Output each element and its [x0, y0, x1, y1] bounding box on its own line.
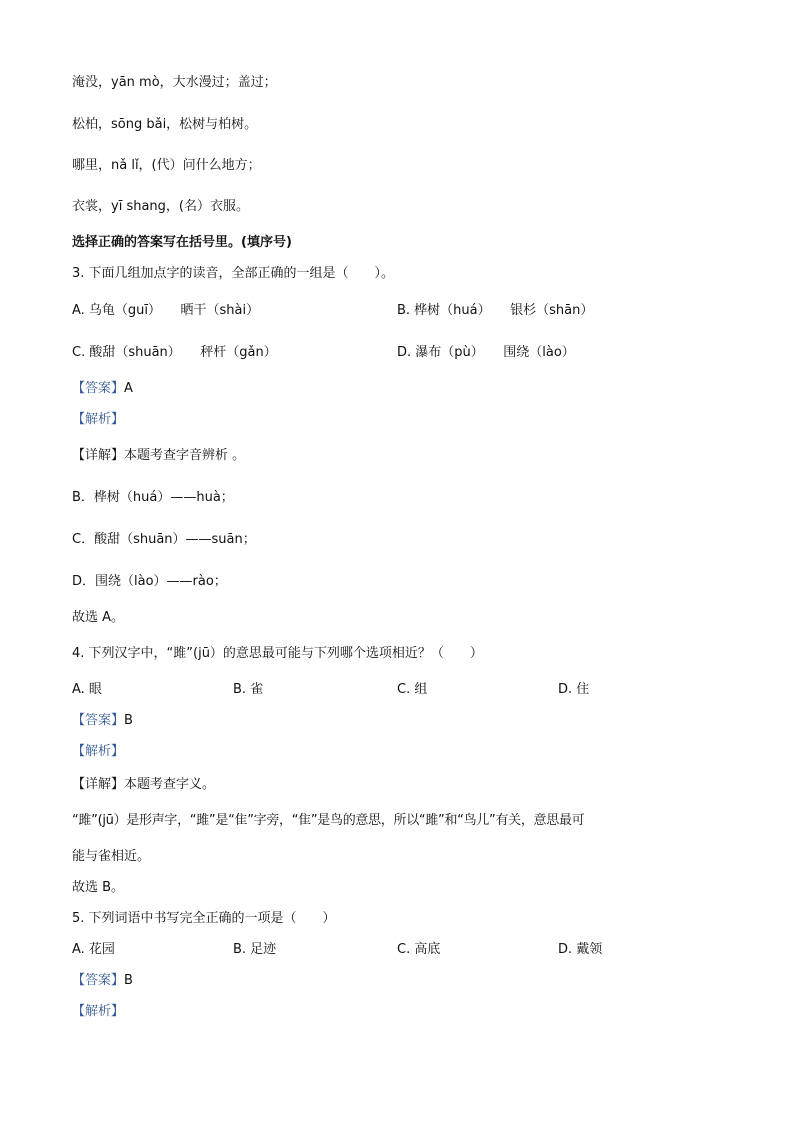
q4-option-a: A. 眼 [72, 682, 102, 697]
q5-question: 5. 下列词语中书写完全正确的一项是（ ） [72, 911, 336, 926]
q4-answer [72, 712, 133, 730]
q3-line-b: B．桦树（huá）——huà； [72, 490, 234, 505]
answer-tag: 【答案】 [72, 713, 125, 728]
q3-option-a: A. 乌龟（guī） 晒干（shài） [72, 303, 260, 318]
q5-analysis-tag: 【解析】 [72, 1004, 125, 1019]
answer-value: A [124, 381, 133, 396]
q4-question: 4. 下列汉字中，“雎”(jū）的意思最可能与下列哪个选项相近？（ ） [72, 646, 483, 661]
answer-tag: 【答案】 [72, 381, 125, 396]
q4-analysis-tag: 【解析】 [72, 744, 125, 759]
q5-option-a: A. 花园 [72, 942, 115, 957]
q4-explain-1: “雎”(jū）是形声字，“雎”是“隹”字旁，“隹”是鸟的意思，所以“雎”和“鸟儿”有关，意思最可 [72, 813, 585, 828]
q5-option-d: D. 戴领 [558, 942, 603, 957]
q3-analysis-tag: 【解析】 [72, 412, 125, 427]
section-heading: 选择正确的答案写在括号里。(填序号) [72, 235, 292, 250]
detail-text: 本题考查字义。 [124, 777, 216, 792]
q3-option-b: B. 桦树（huá） 银杉（shān） [397, 303, 594, 318]
vocab-line-4: 衣裳，yī shang，(名）衣服。 [72, 199, 249, 214]
q3-question: 3. 下面几组加点字的读音，全部正确的一组是（ ）。 [72, 266, 395, 281]
q4-conclusion: 故选 B。 [72, 880, 125, 895]
q3-answer [72, 380, 133, 398]
q4-explain-2: 能与雀相近。 [72, 849, 151, 864]
q3-detail [72, 447, 245, 465]
q3-conclusion: 故选 A。 [72, 610, 125, 625]
q4-option-c: C. 组 [397, 682, 428, 697]
answer-value: B [124, 973, 133, 988]
answer-value: B [124, 713, 133, 728]
q3-option-d: D. 瀑布（pù） 围绕（lào） [397, 345, 575, 360]
answer-tag: 【答案】 [72, 973, 125, 988]
detail-tag: 【详解】 [72, 777, 125, 792]
detail-text: 本题考查字音辨析 。 [124, 448, 246, 463]
q4-detail [72, 776, 215, 794]
q3-line-d: D．围绕（lào）——rào； [72, 574, 227, 589]
q5-option-c: C. 高底 [397, 942, 441, 957]
q4-option-b: B. 雀 [233, 682, 264, 697]
q5-option-b: B. 足迹 [233, 942, 277, 957]
vocab-line-1: 淹没，yān mò，大水漫过；盖过； [72, 75, 277, 90]
q5-answer [72, 972, 133, 990]
vocab-line-3: 哪里，nǎ lǐ，(代）问什么地方； [72, 158, 261, 173]
q3-line-c: C．酸甜（shuān）——suān； [72, 532, 256, 547]
vocab-line-2: 松柏，sōng bǎi，松树与柏树。 [72, 117, 258, 132]
q4-option-d: D. 住 [558, 682, 590, 697]
q3-option-c: C. 酸甜（shuān） 秤杆（gǎn） [72, 345, 277, 360]
detail-tag: 【详解】 [72, 448, 125, 463]
